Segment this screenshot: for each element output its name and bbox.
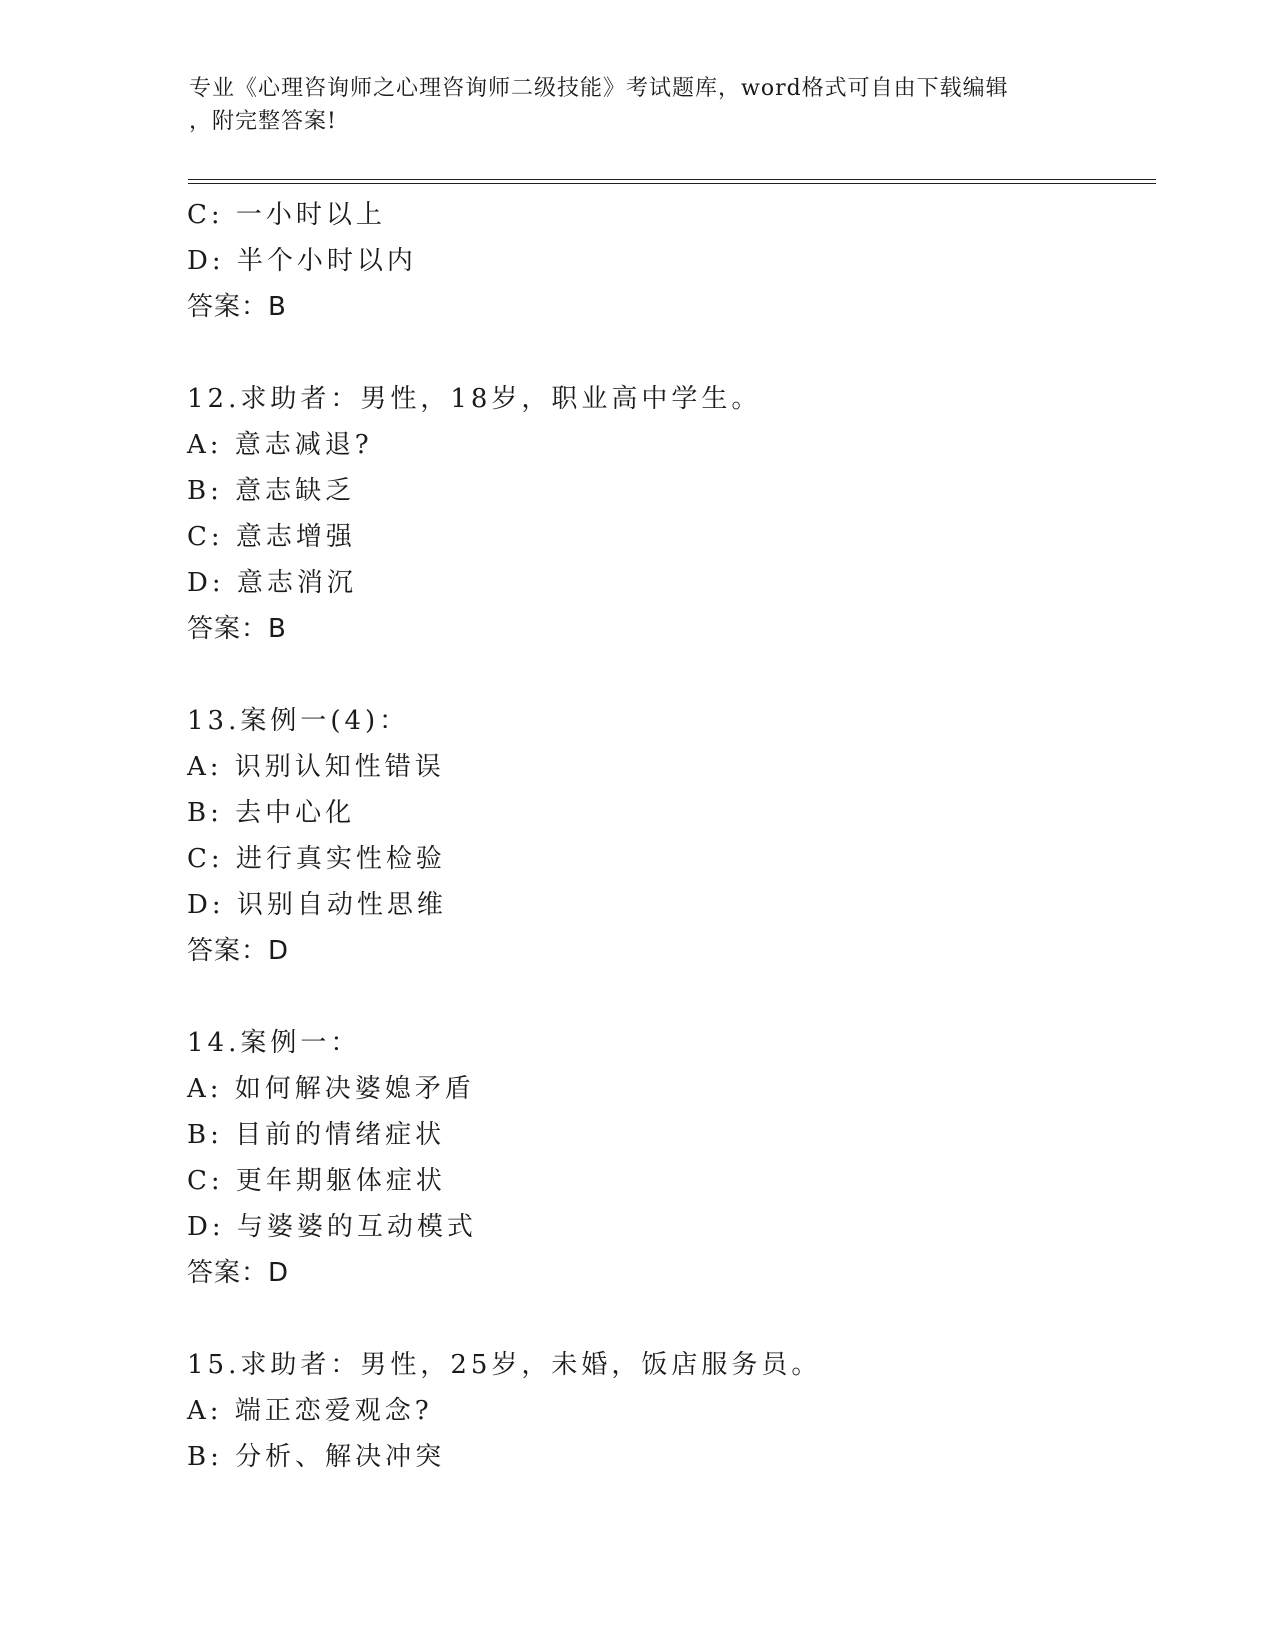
header-line-2: ，附完整答案!	[189, 109, 337, 134]
option-d: D: 意志消沉	[187, 568, 357, 598]
question-13	[187, 698, 1137, 974]
document-header	[189, 72, 1089, 138]
question-15	[187, 1342, 1137, 1480]
answer: 答案：D	[187, 1258, 290, 1288]
option-d: D: 半个小时以内	[187, 246, 417, 276]
option-d: D: 识别自动性思维	[187, 890, 447, 920]
option-c: C: 一小时以上	[187, 200, 386, 230]
option-d: D: 与婆婆的互动模式	[187, 1212, 477, 1242]
option-b: B: 去中心化	[187, 798, 356, 828]
option-a: A: 识别认知性错误	[187, 752, 445, 782]
question-stem: 13.案例一(4)：	[187, 706, 410, 736]
question-stem: 14.案例一：	[187, 1028, 361, 1058]
question-12	[187, 376, 1137, 652]
option-c: C: 进行真实性检验	[187, 844, 446, 874]
answer: 答案：B	[187, 614, 287, 644]
answer: 答案：D	[187, 936, 290, 966]
header-divider-bottom	[188, 183, 1156, 184]
option-a: A: 端正恋爱观念?	[187, 1396, 433, 1426]
option-b: B: 意志缺乏	[187, 476, 356, 506]
option-a: A: 意志减退?	[187, 430, 373, 460]
option-c: C: 意志增强	[187, 522, 356, 552]
header-line-1: 专业《心理咨询师之心理咨询师二级技能》考试题库，word格式可自由下载编辑	[189, 76, 1009, 101]
question-stem: 15.求助者：男性，25岁，未婚，饭店服务员。	[187, 1350, 822, 1380]
question-list	[187, 192, 1137, 1480]
option-b: B: 目前的情绪症状	[187, 1120, 446, 1150]
option-c: C: 更年期躯体症状	[187, 1166, 446, 1196]
question-11-continued	[187, 192, 1137, 330]
option-a: A: 如何解决婆媳矛盾	[187, 1074, 475, 1104]
answer: 答案：B	[187, 292, 287, 322]
option-b: B: 分析、解决冲突	[187, 1442, 446, 1472]
question-stem: 12.求助者：男性，18岁，职业高中学生。	[187, 384, 762, 414]
header-divider-top	[188, 179, 1156, 180]
question-14	[187, 1020, 1137, 1296]
